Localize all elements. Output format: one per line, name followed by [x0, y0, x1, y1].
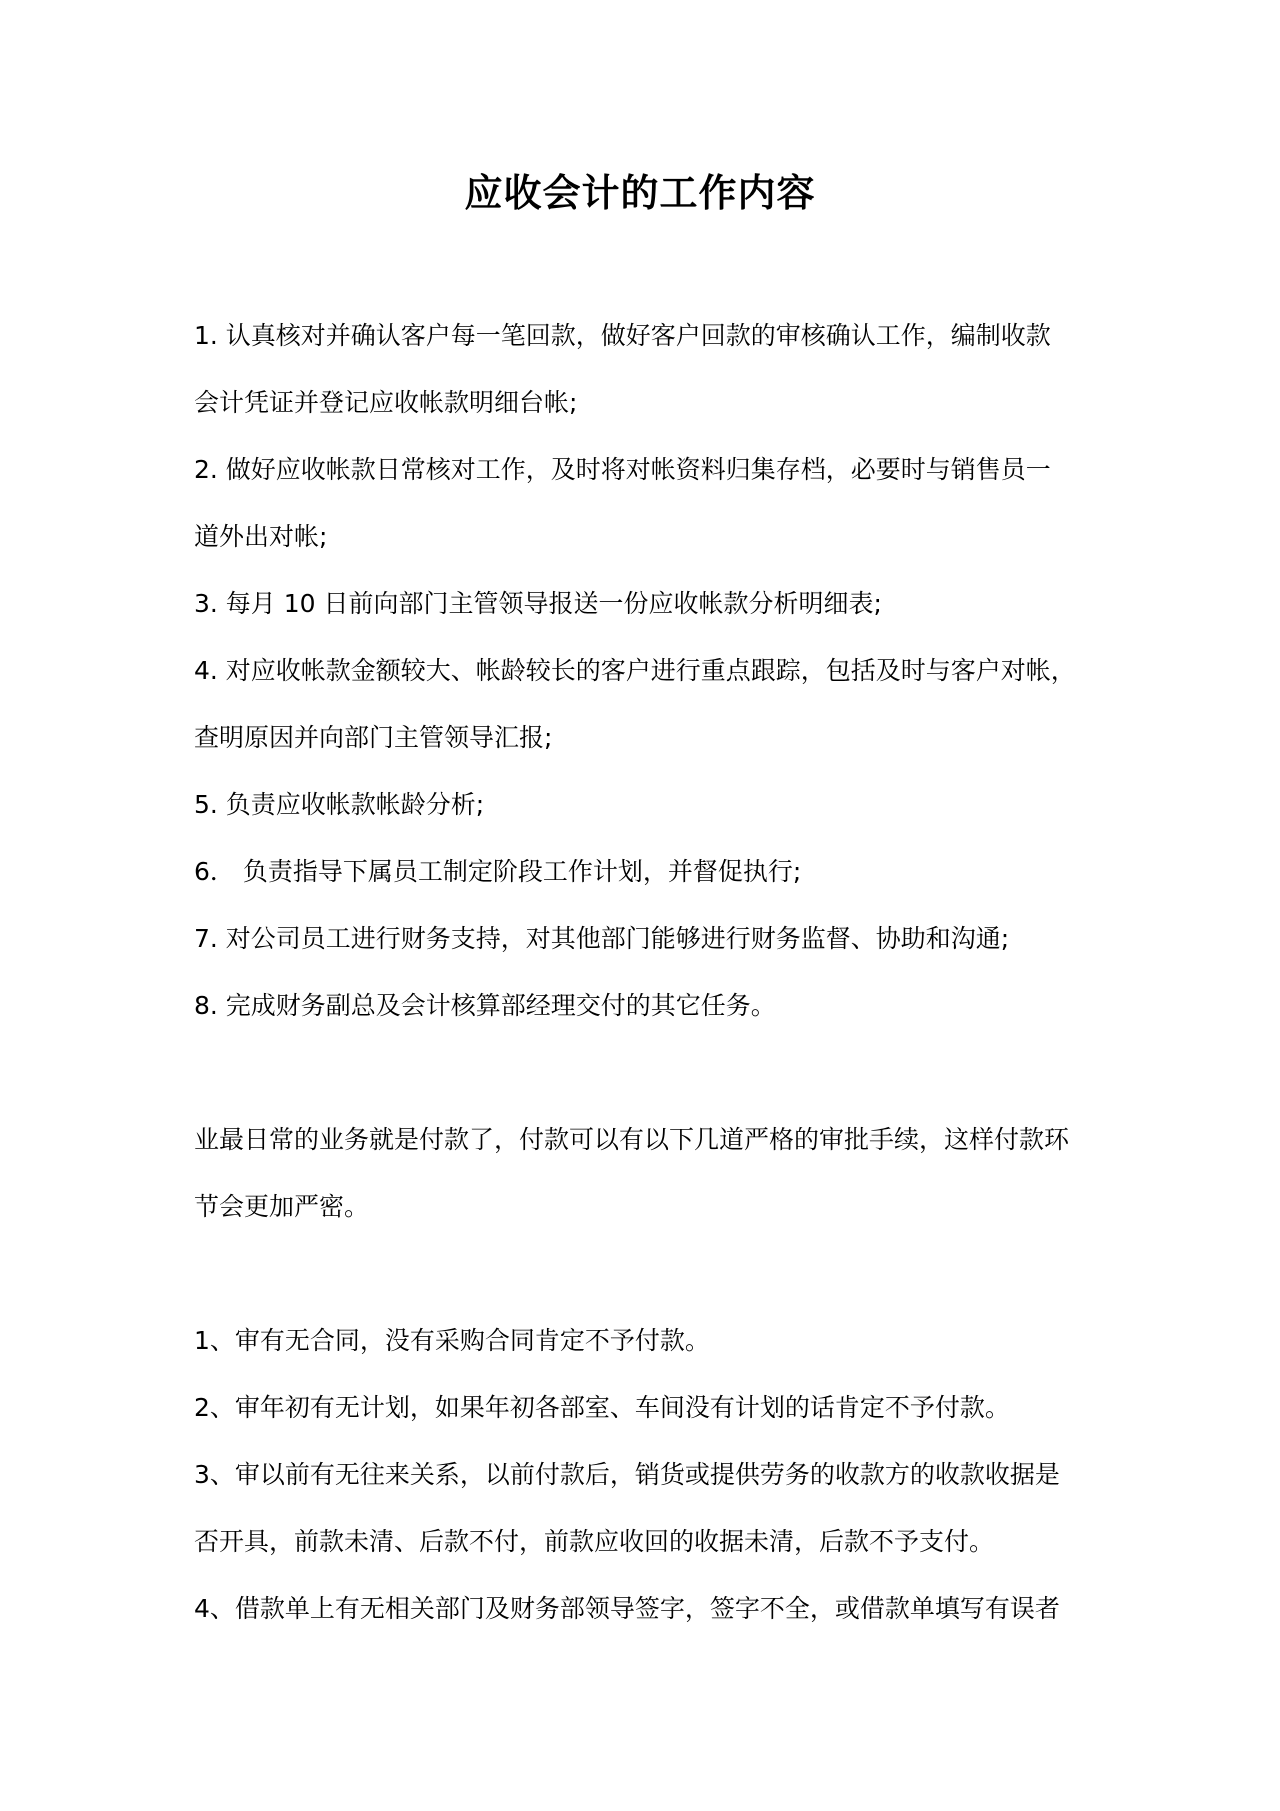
check-line: 4、借款单上有无相关部门及财务部领导签字，签字不全，或借款单填写有误者 — [194, 1594, 1060, 1623]
duty-line: 7. 对公司员工进行财务支持，对其他部门能够进行财务监督、协助和沟通; — [194, 924, 1010, 953]
check-line: 3、审以前有无往来关系，以前付款后，销货或提供劳务的收款方的收款收据是 — [194, 1460, 1060, 1489]
duty-line: 查明原因并向部门主管领导汇报; — [194, 723, 553, 752]
duty-line: 5. 负责应收帐款帐龄分析; — [194, 790, 485, 819]
duty-line: 1. 认真核对并确认客户每一笔回款，做好客户回款的审核确认工作，编制收款 — [194, 321, 1051, 350]
duty-line: 道外出对帐; — [194, 522, 328, 551]
duty-line: 会计凭证并登记应收帐款明细台帐; — [194, 388, 578, 417]
document-body — [194, 302, 1094, 1642]
duty-line: 2. 做好应收帐款日常核对工作，及时将对帐资料归集存档，必要时与销售员一 — [194, 455, 1051, 484]
paragraph-spacer — [194, 1039, 1094, 1106]
check-line: 1、审有无合同，没有采购合同肯定不予付款。 — [194, 1326, 710, 1355]
duty-line: 8. 完成财务副总及会计核算部经理交付的其它任务。 — [194, 991, 776, 1020]
duty-line: 3. 每月 10 日前向部门主管领导报送一份应收帐款分析明细表; — [194, 589, 882, 618]
check-line: 2、审年初有无计划，如果年初各部室、车间没有计划的话肯定不予付款。 — [194, 1393, 1010, 1422]
intro-line: 业最日常的业务就是付款了，付款可以有以下几道严格的审批手续，这样付款环 — [194, 1125, 1070, 1154]
check-line: 否开具，前款未清、后款不付，前款应收回的收据未清，后款不予支付。 — [194, 1527, 995, 1556]
intro-line: 节会更加严密。 — [194, 1192, 370, 1221]
paragraph-spacer — [194, 1240, 1094, 1307]
document-title: 应收会计的工作内容 — [464, 171, 816, 215]
duty-line: 4. 对应收帐款金额较大、帐龄较长的客户进行重点跟踪，包括及时与客户对帐， — [194, 656, 1076, 685]
duty-line: 6． 负责指导下属员工制定阶段工作计划，并督促执行; — [194, 857, 802, 886]
